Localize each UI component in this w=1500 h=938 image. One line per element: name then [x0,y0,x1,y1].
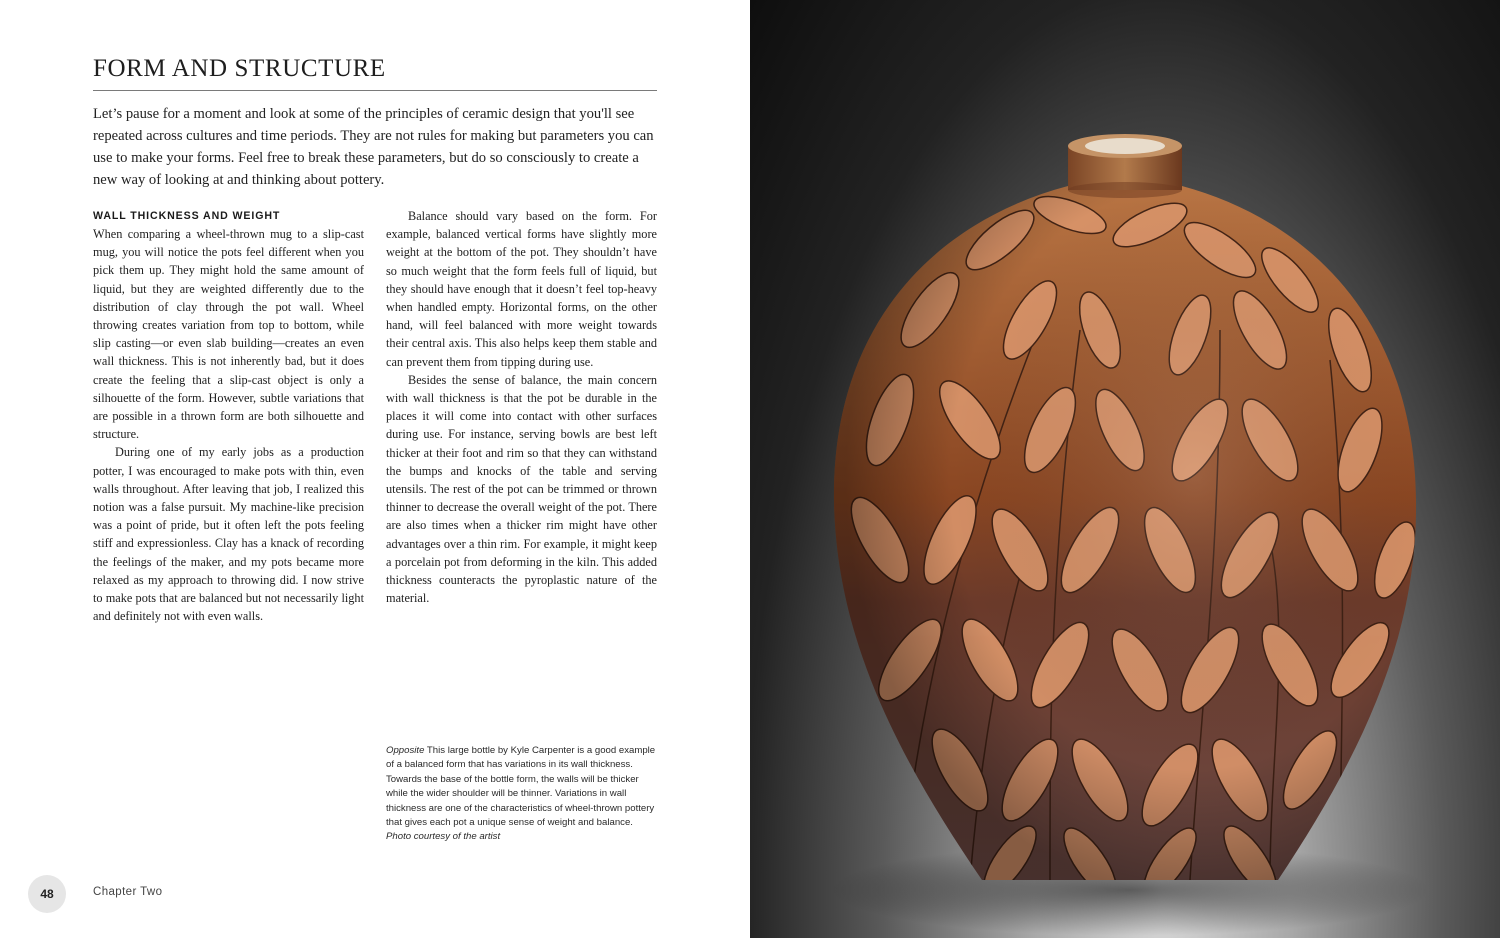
vase-neck [1068,134,1182,198]
vase-photo [750,0,1500,938]
caption-label: Opposite [386,745,425,756]
caption-credit: Photo courtesy of the artist [386,831,501,843]
caption-text: This large bottle by Kyle Carpenter is a good example of a balanced form that has variations in its wall thickness. Towards the base of the bottle form, the walls will be thicker while the wider shoulder will be thinner. Variations in wall thickness are one of the characteristics of wheel-thrown pottery that gives each pot a unique sense of weight and balance. [386,745,656,829]
body-paragraph: Besides the sense of balance, the main concern with wall thickness is that the pot be durable in the places it will come into contact with other surfaces during use. For instance, serving bowls are best left thicker at their foot and rim so that they can withstand the bumps and knocks of the table and serving utensils. The rest of the pot can be trimmed or thrown thinner to decrease the overall weight of the pot. There are also times when a thicker rim might have other advantages over a thin rim. For example, it might keep a porcelain pot from deforming in the kiln. This added thickness counteracts the pyroplastic nature of the material. [386,372,657,606]
body-paragraph: During one of my early jobs as a production potter, I was encouraged to make pots with thin, even walls throughout. After leaving that job, I realized this notion was a false pursuit. My machine-like precision was a point of pride, but it often left the pots feeling stiff and expressionless. Clay has a knack of recording the feelings of the maker, and my pots became more relaxed as my approach to throwing did. I now strive to make pots that are balanced but not necessarily light and definitely not with even walls. [93,445,364,624]
page-title: FORM AND STRUCTURE [93,55,386,82]
photo-caption [386,744,658,845]
vase-body [834,186,1424,903]
chapter-label: Chapter Two [93,886,163,898]
section-subheading: WALL THICKNESS AND WEIGHT [93,210,281,222]
right-page-photo [750,0,1500,938]
title-divider [93,90,657,91]
left-text-column [93,207,364,625]
body-paragraph: When comparing a wheel-thrown mug to a slip-cast mug, you will notice the pots feel different when you pick them up. They might hold the same amount of liquid, but they are weighted differently due to the distribution of clay through the pot wall. Wheel throwing creates variation from top to bottom, while slip casting—or even slab building—creates an even wall thickness. This is not inherently bad, but it does create the feeling that a slip-cast object is only a silhouette of the form. However, subtle variations that are possible in a thrown form are both silhouette and structure. [93,227,364,442]
right-text-column [386,207,657,607]
page-number-badge: 48 [28,875,66,913]
body-paragraph: Balance should vary based on the form. For example, balanced vertical forms have slightly more weight at the bottom of the pot. They shouldn’t have so much weight that the form feels full of liquid, but they should have enough that it doesn’t feel top-heavy when handled empty. Horizontal forms, on the other hand, will feel balanced with more weight towards their central axis. This also helps keep them stable and can prevent them from tipping during use. [386,209,657,369]
intro-paragraph: Let’s pause for a moment and look at some of the principles of ceramic design that you'll see repeated across cultures and time periods. They are not rules for making but parameters you can use to make your forms. Feel free to break these parameters, but do so consciously to create a new way of looking at and thinking about pottery. [93,106,654,188]
